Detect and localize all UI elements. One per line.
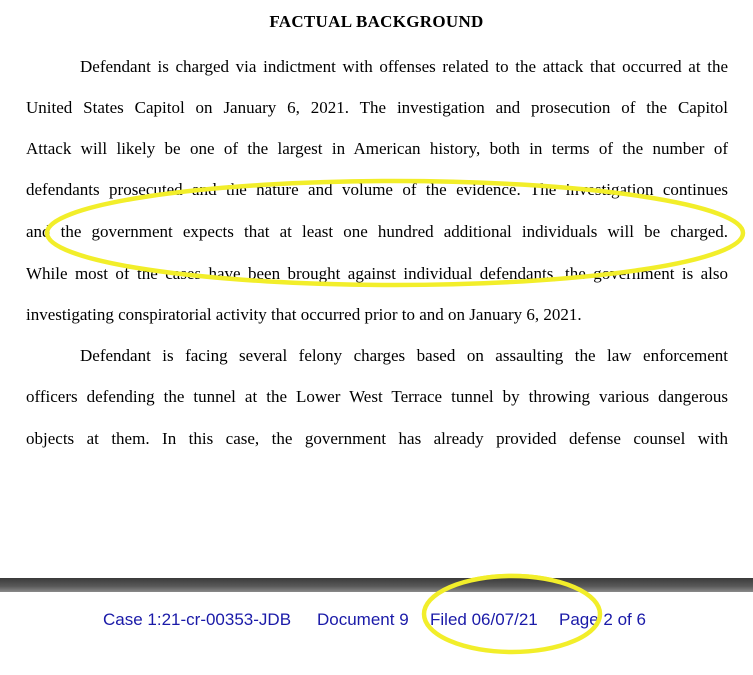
body-line-6: While most of the cases have been brought against individual defendants, the government is also <box>26 264 728 283</box>
footer-case-number: Case 1:21-cr-00353-JDB <box>103 610 292 629</box>
body-line-4: defendants prosecuted and the nature and volume of the evidence. The investigation continues <box>26 180 728 199</box>
body-line-9: officers defending the tunnel at the Lower West Terrace tunnel by throwing various dangerous <box>26 387 728 406</box>
body-line-8: Defendant is facing several felony charges based on assaulting the law enforcement <box>80 346 728 365</box>
footer-area <box>0 592 753 675</box>
body-line-5: and the government expects that at least one hundred additional individuals will be charged. <box>26 222 728 241</box>
body-line-1: Defendant is charged via indictment with offenses related to the attack that occurred at the <box>80 57 728 76</box>
body-line-7: investigating conspiratorial activity that occurred prior to and on January 6, 2021. <box>26 305 582 324</box>
body-line-10: objects at them. In this case, the government has already provided defense counsel with <box>26 429 728 448</box>
footer-page-number: Page 2 of 6 <box>559 610 646 629</box>
body-line-3: Attack will likely be one of the largest in American history, both in terms of the number of <box>26 139 728 158</box>
footer-filed-date: Filed 06/07/21 <box>430 610 538 629</box>
body-line-2: United States Capitol on January 6, 2021. The investigation and prosecution of the Capitol <box>26 98 728 117</box>
page-divider <box>0 578 753 592</box>
section-heading: FACTUAL BACKGROUND <box>269 12 484 31</box>
footer-document-number: Document 9 <box>317 610 409 629</box>
